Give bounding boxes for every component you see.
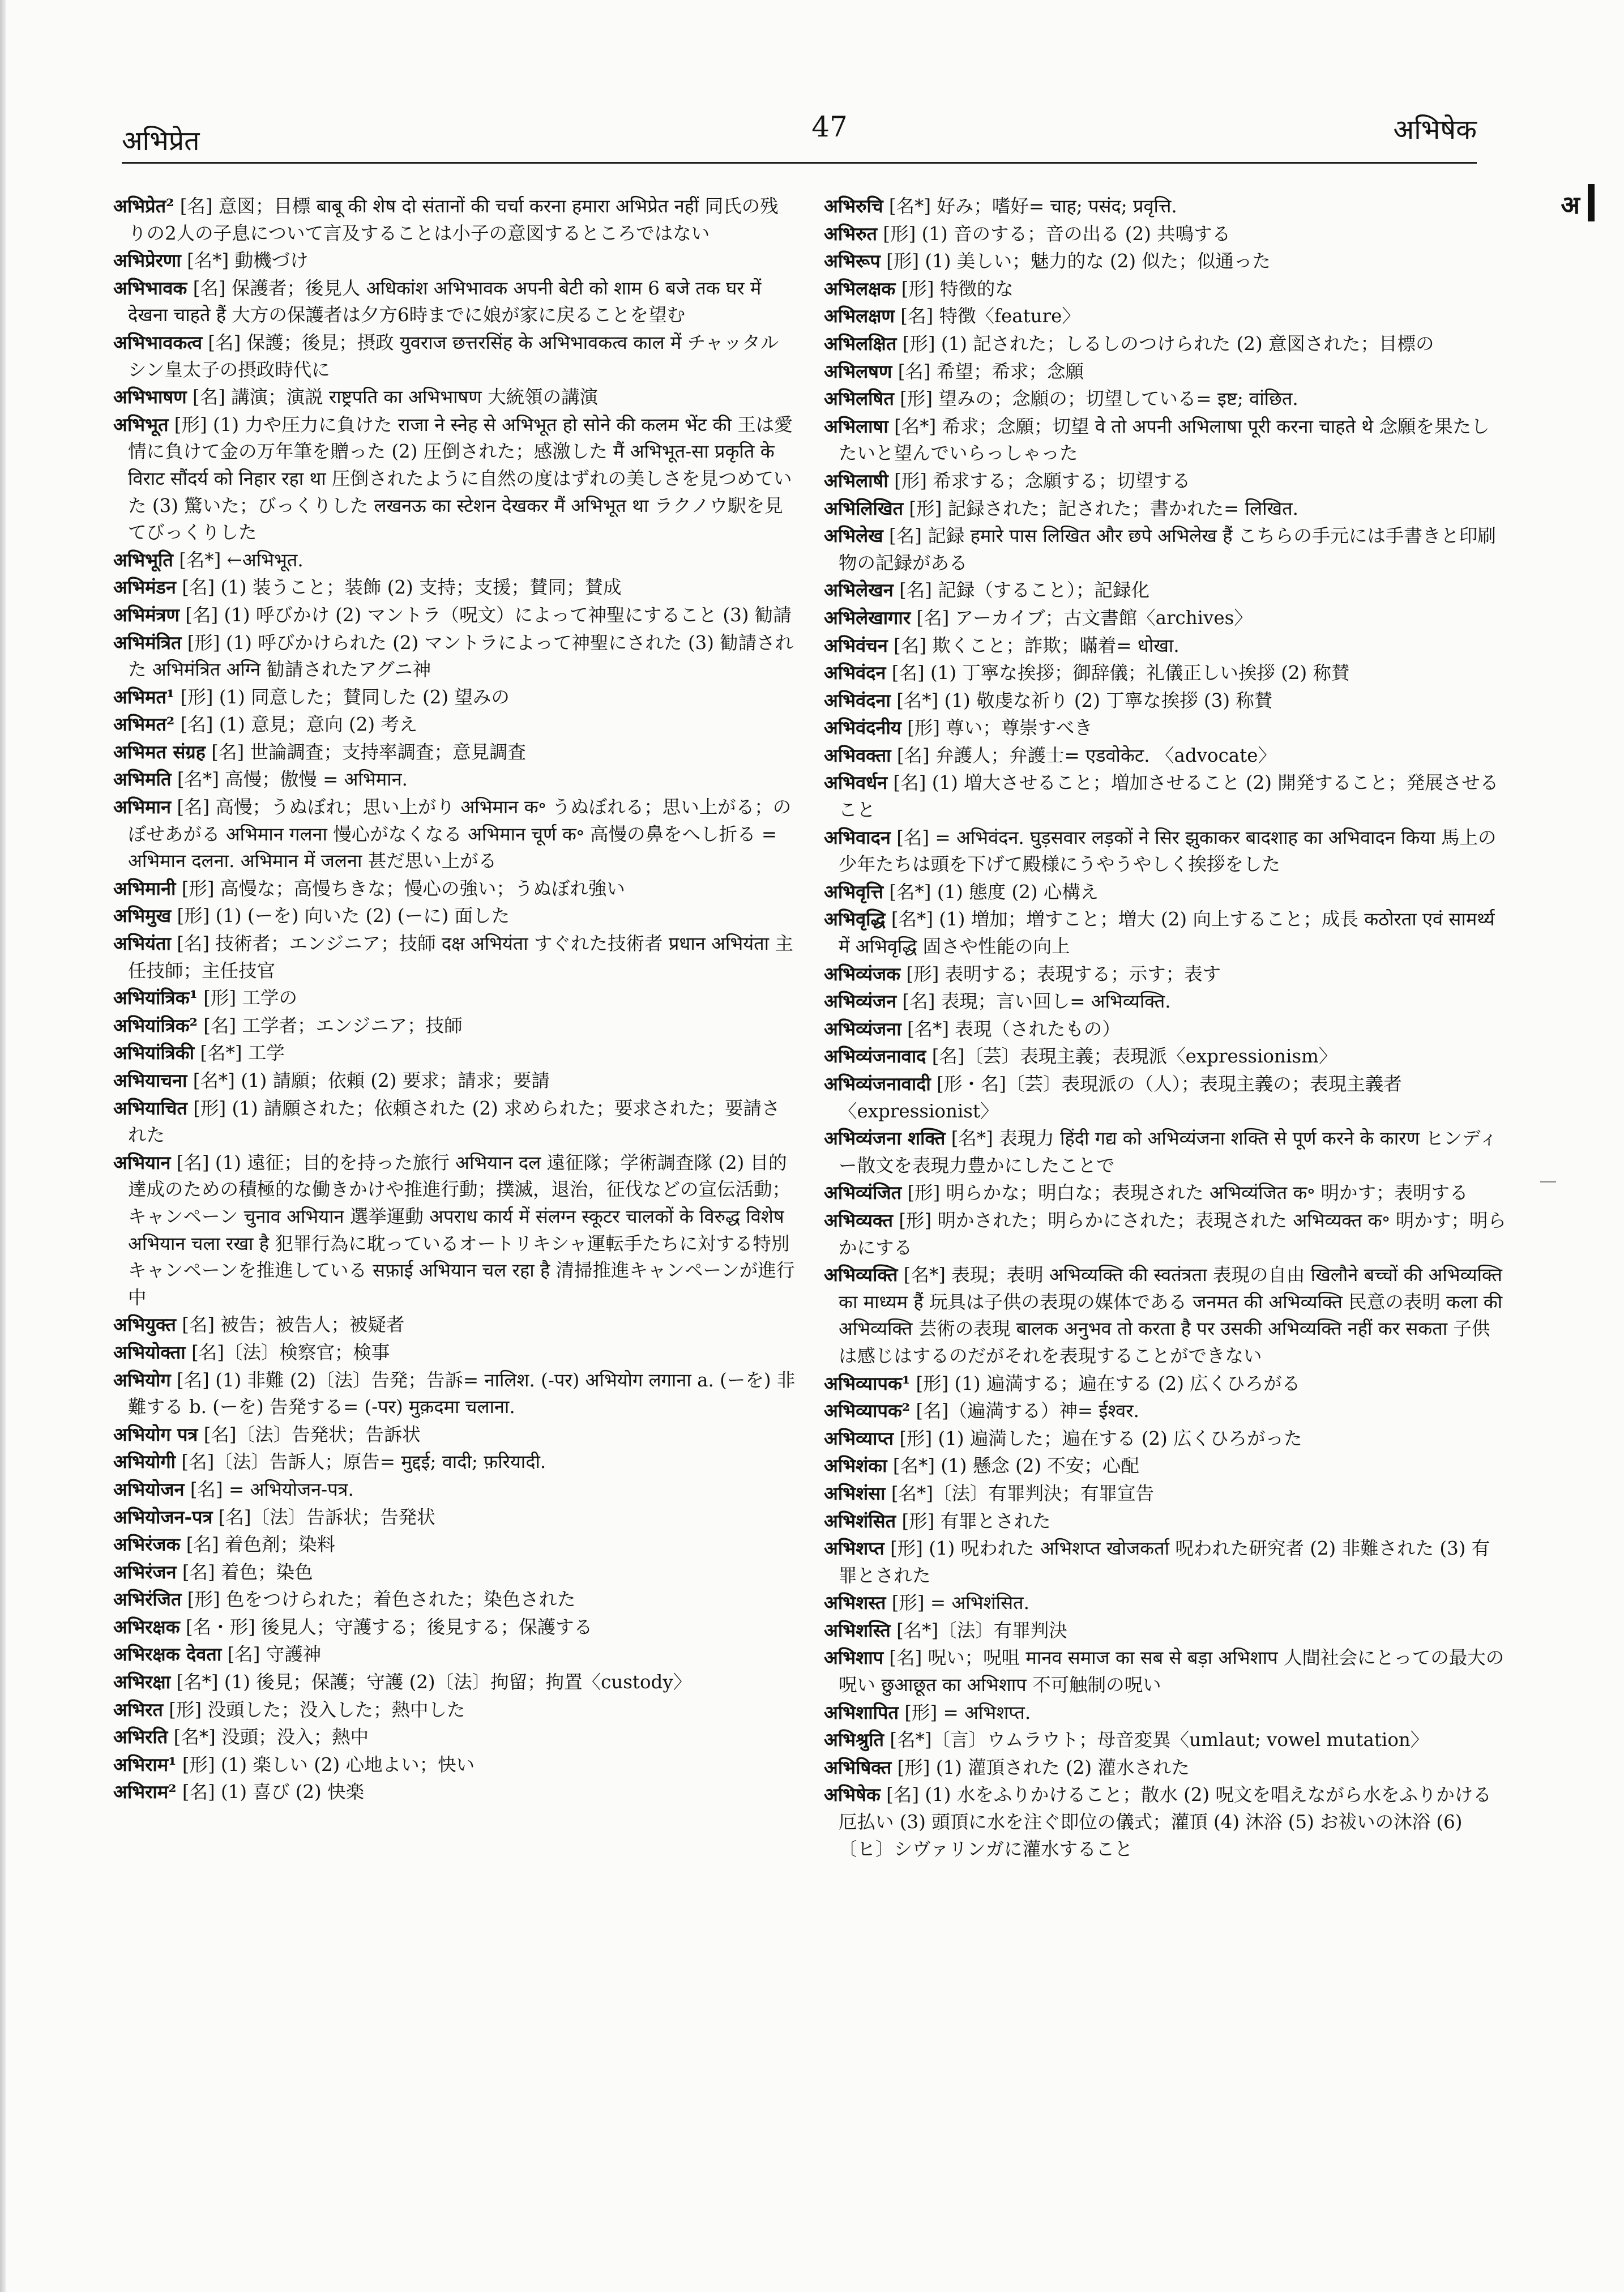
headword: अभिलाषा [824,415,888,437]
headword: अभिप्रेरणा [113,249,181,272]
dictionary-entry: अभिरूप [形] (1) 美しい；魅力的な (2) 似た；似通った [824,250,1271,272]
dictionary-entry: अभिरंजक [名] 着色剤；染料 [113,1533,335,1556]
dictionary-entry: अभिषिक्त [形] (1) 灌頂された (2) 灌水された [824,1756,1190,1778]
dictionary-entry: अभिव्यापक² [名]（遍満する）神= ईश्वर. [824,1399,1139,1422]
headword: अभिवंदन [824,661,886,684]
headword: अभिमत² [113,713,175,736]
headword: अभिरंजक [113,1533,181,1556]
headword: अभियंता [113,932,171,955]
dictionary-entry: अभिव्यक्ति [名*] 表現；表明 अभिव्यक्ति की स्वतंत्रता 表現の自由 खिलौने बच्चों की अभिव्यक्ति का माध्यम हैं 玩具は子供の表現の媒体である जनमत की अभिव्यक्ति 民意の表明 कला की अभिव्यक्ति 芸術の表現 बालक अनुभव तो करता है पर उसकी अभिव्यक्ति नहीं कर सकता 子供は感じはするのだがそれを表現することができない [824,1264,1503,1367]
headword: अभिशप्त [824,1537,884,1560]
headword: अभिवृद्धि [824,908,886,931]
dictionary-entry: अभिरति [名*] 没頭；没入；熱中 [113,1726,369,1748]
headword: अभिवंदना [824,689,891,711]
headword: अभिमंत्रित [113,631,182,654]
dictionary-entry: अभियोजन [名] = अभियोजन-पत्र. [113,1478,354,1500]
headword: अभिभूति [113,548,173,571]
dictionary-entry: अभिरुचि [名*] 好み；嗜好= चाह; पसंद; प्रवृत्ति. [824,195,1177,217]
headword: अभिमानी [113,877,176,899]
headword: अभिशापित [824,1701,899,1723]
headword: अभिमंत्रण [113,603,180,626]
header-rule [122,162,1477,164]
headword: अभिवादन [824,826,891,848]
headword: अभियांत्रिक¹ [113,987,198,1009]
dictionary-entry: अभिरक्षा [名*] (1) 後見；保護；守護 (2)〔法〕拘留；拘置〈custody〉 [113,1671,692,1693]
dictionary-entry: अभिमति [名*] 高慢；傲慢 = अभिमान. [113,768,408,791]
dictionary-entry: अभिशस्त [形] = अभिशंसित. [824,1591,1029,1614]
dictionary-entry: अभिमंत्रण [名] (1) 呼びかけ (2) マントラ（呪文）によって神聖にすること (3) 勧請 [113,603,792,626]
headword: अभिव्यंजक [824,962,901,985]
dictionary-entry: अभिवर्धन [名] (1) 増大させること；増加させること (2) 開発すること；発展させること [824,771,1499,821]
headword: अभिमुख [113,904,172,927]
dictionary-entry: अभिशापित [形] = अभिशप्त. [824,1701,1031,1723]
dictionary-entry: अभिलषित [形] 望みの；念願の；切望している= इष्ट; वांछित. [824,387,1298,410]
headword: अभिवर्धन [824,771,888,794]
dictionary-entry: अभियोग पत्र [名]〔法〕告発状；告訴状 [113,1423,421,1445]
headword: अभियाचित [113,1096,187,1119]
dictionary-entry: अभिव्यक्त [形] 明かされた；明らかにされた；表現された अभिव्यक्त क॰ 明かす；明らかにする [824,1209,1506,1258]
dictionary-entry: अभिरंजित [形] 色をつけられた；着色された；染色された [113,1588,576,1611]
dictionary-entry: अभिरंजन [名] 着色；染色 [113,1560,313,1583]
headword: अभिवंचन [824,634,888,656]
headword: अभिशाप [824,1646,884,1669]
headword: अभियोजन-पत्र [113,1505,213,1528]
headword: अभिरक्षक देवता [113,1643,222,1666]
headword: अभिषेक [824,1783,881,1806]
dictionary-entry: अभियांत्रिकी [名*] 工学 [113,1042,285,1064]
headword: अभिभावकत्व [113,331,203,353]
dictionary-entry: अभिरत [形] 没頭した；没入した；熱中した [113,1698,465,1721]
headword: अभिमत संग्रह [113,740,206,763]
headword: अभिरुचि [824,195,883,217]
headword: अभिव्यापक¹ [824,1372,911,1394]
headword: अभिशंसा [824,1482,886,1504]
headword: अभिव्यंजन [824,990,897,1013]
dictionary-entry: अभिभूति [名*] ←अभिभूत. [113,548,304,571]
headword: अभिरत [113,1698,163,1721]
headword: अभिलेखागार [824,606,911,629]
dictionary-entry: अभिव्यंजना शक्ति [名*] 表現力 हिंदी गद्य को अभिव्यंजना शक्ति से पूर्ण करने के कारण ヒンディー散文を表現力豊かにしたことで [824,1127,1498,1176]
headword: अभिषिक्त [824,1756,892,1778]
headword: अभिलषण [824,360,892,382]
headword: अभियोग [113,1368,171,1391]
headword: अभिव्यंजनावाद [824,1045,926,1068]
dictionary-entry: अभिव्यंजना [名*] 表現（されたもの） [824,1017,1121,1040]
headword: अभिमंडन [113,576,176,599]
dictionary-entry: अभिरक्षक देवता [名] 守護神 [113,1643,322,1666]
dictionary-entry: अभिमान [名] 高慢；うぬぼれ；思い上がり अभिमान क॰ うぬぼれる；思い上がる；のぼせあがる अभिमान गलना 慢心がなくなる अभिमान चूर्ण क॰ 高慢の鼻をへし折る = अभिमान दलना. अभिमान में जलना 甚だ思い上がる [113,796,792,872]
dictionary-entry: अभिवक्ता [名] 弁護人；弁護士= एडवोकेट. 〈advocate〉 [824,744,1276,766]
dictionary-entry: अभिव्यंजनावाद [名]〔芸〕表現主義；表現派〈expressionism〉 [824,1045,1337,1068]
dictionary-entry: अभिभावकत्व [名] 保護；後見；摂政 युवराज छत्तरसिंह के अभिभावकत्व काल में チャッタルシン皇太子の摂政時代に [113,331,779,381]
dictionary-entry: अभिमुख [形] (1) (ーを) 向いた (2) (ーに) 面した [113,904,510,927]
dictionary-entry: अभिशप्त [形] (1) 呪われた अभिशप्त खोजकर्ता 呪われた研究者 (2) 非難された (3) 有罪とされた [824,1537,1490,1586]
headword: अभिव्यापक² [824,1399,911,1422]
headword: अभिरति [113,1726,168,1748]
headword: अभिभूत [113,413,169,436]
dictionary-entry: अभिशंसा [名*]〔法〕有罪判決；有罪宣告 [824,1482,1155,1504]
dictionary-entry: अभिव्याप्त [形] (1) 遍満した；遍在する (2) 広くひろがった [824,1427,1302,1449]
headword: अभिमति [113,768,172,791]
headword: अभिरक्षक [113,1615,180,1638]
headword: अभिभावक [113,276,187,299]
dictionary-entry: अभिवृद्धि [名*] (1) 増加；増すこと；増大 (2) 向上すること；成長 कठोरता एवं सामर्थ्य में अभिवृद्धि 固さや性能の向上 [824,908,1495,958]
dictionary-entry: अभिरक्षक [名・形] 後見人；守護する；後見する；保護する [113,1615,593,1638]
dictionary-entry: अभिरुत [形] (1) 音のする；音の出る (2) 共鳴する [824,222,1231,245]
dictionary-entry: अभिमत संग्रह [名] 世論調査；支持率調査；意見調査 [113,740,526,763]
dictionary-entry: अभिलक्षण [名] 特徴〈feature〉 [824,305,1080,327]
dictionary-entry: अभिवृत्ति [名*] (1) 態度 (2) 心構え [824,880,1099,903]
headword: अभिव्यक्ति [824,1264,898,1286]
headword: अभिव्यक्त [824,1209,894,1231]
page-number: 47 [811,110,848,143]
headword: अभियांत्रिकी [113,1042,195,1064]
dictionary-entry: अभिव्यंजित [形] 明らかな；明白な；表現された अभिव्यंजित क॰ 明かす；表明する [824,1181,1468,1204]
headword: अभिराम² [113,1781,177,1803]
dictionary-entry: अभिशंका [名*] (1) 懸念 (2) 不安；心配 [824,1454,1139,1477]
dictionary-entry: अभिभाषण [名] 講演；演説 राष्ट्रपति का अभिभाषण 大統領の講演 [113,386,599,408]
headword: अभिवंदनीय [824,716,901,739]
dictionary-entry: अभिवंदनीय [形] 尊い；尊崇すべき [824,716,1093,739]
dictionary-entry: अभिवंदना [名*] (1) 敬虔な祈り (2) 丁寧な挨拶 (3) 称賛 [824,689,1273,711]
headword: अभिवृत्ति [824,880,884,903]
dictionary-entry: अभिमत¹ [形] (1) 同意した；賛同した (2) 望みの [113,685,510,708]
headword: अभिशस्ति [824,1619,891,1641]
binding-strip [0,0,6,2292]
dictionary-entry: अभिवंदन [名] (1) 丁寧な挨拶；御辞儀；礼儀正しい挨拶 (2) 称賛 [824,661,1350,684]
dictionary-entry: अभियंता [名] 技術者；エンジニア；技師 दक्ष अभियंता すぐれた技術者 प्रधान अभियंता 主任技師；主任技官 [113,932,793,981]
dictionary-entry: अभिलक्षक [形] 特徴的な [824,277,1014,300]
headword: अभिवक्ता [824,744,891,766]
dictionary-entry: अभिश्रुति [名*]〔言〕ウムラウト；母音変異〈umlaut; vowel mutation〉 [824,1728,1429,1751]
scan-mark [1540,1181,1556,1183]
dictionary-entry: अभिलिखित [形] 記録された；記された；書かれた= लिखित. [824,497,1298,519]
headword: अभिमान [113,796,171,818]
headword: अभियांत्रिक² [113,1014,198,1036]
dictionary-entry: अभियोजन-पत्र [名]〔法〕告訴状；告発状 [113,1505,435,1528]
dictionary-entry: अभिमानी [形] 高慢な；高慢ちきな；慢心の強い；うぬぼれ強い [113,877,625,899]
dictionary-entry: अभिवंचन [名] 欺くこと；詐欺；瞞着= धोखा. [824,634,1179,656]
headword: अभिव्याप्त [824,1427,894,1449]
headword: अभिव्यंजनावादी [824,1073,931,1095]
dictionary-entry: अभिलाषा [名*] 希求；念願；切望 वे तो अपनी अभिलाषा पूरी करना चाहते थे 念願を果たしたいと望んでいらっしゃった [824,415,1490,464]
headword: अभिश्रुति [824,1728,884,1751]
headword: अभिव्यंजित [824,1181,902,1204]
dictionary-entry: अभिभूत [形] (1) 力や圧力に負けた राजा ने स्नेह से अभिभूत हो सोने की कलम भेंट की 王は愛情に負けて金の万年筆を贈った (2) 圧倒された；感激した मैं अभिभूत-सा प्रकृति के विराट सौंदर्य को निहार रहा था 圧倒されたように自然の度はずれの美しさを見つめていた (3) 驚いた；びっくりした लखनऊ का स्टेशन देखकर मैं अभिभूत था ラクノウ駅を見てびっくりした [113,413,793,544]
guide-word-first: अभिप्रेत [122,125,200,157]
dictionary-entry: अभिलेख [名] 記録 हमारे पास लिखित और छपे अभिलेख हैं こちらの手元には手書きと印刷物の記録がある [824,524,1496,574]
dictionary-entry: अभियान [名] (1) 遠征；目的を持った旅行 अभियान दल 遠征隊；学術調査隊 (2) 目的達成のための積極的な働きかけや推進行動；撲滅，退治，征伐などの宣伝活動；キャンペーン चुनाव अभियान 選挙運動 अपराध कार्य में संलग्न स्कूटर चालकों के विरुद्ध विशेष अभियान चला रखा है 犯罪行為に耽っているオートリキシャ運転手たちに対する特別キャンペーンを推進している सफ़ाई अभियान चल रहा है 清掃推進キャンペーンが進行中 [113,1151,795,1308]
headword: अभियोग पत्र [113,1423,198,1445]
dictionary-entry: अभिराम¹ [形] (1) 楽しい (2) 心地よい；快い [113,1753,475,1775]
guide-word-last: अभिषेक [1393,114,1477,146]
headword: अभिलक्षित [824,332,897,355]
dictionary-entry: अभियोगी [名]〔法〕告訴人；原告= मुद्दई; वादी; फ़रियादी. [113,1450,546,1473]
dictionary-entry: अभिवादन [名] = अभिवंदन. घुड़सवार लड़कों ने सिर झुकाकर बादशाह का अभिवादन किया 馬上の少年たちは頭を下げて殿様にうやうやしく挨拶をした [824,826,1497,876]
headword: अभियोक्ता [113,1341,186,1363]
dictionary-entry: अभिव्यंजक [形] 表明する；表現する；示す；表す [824,962,1221,985]
headword: अभिलक्षण [824,305,895,327]
headword: अभिरूप [824,250,881,272]
dictionary-entry: अभिमत² [名] (1) 意見；意向 (2) 考え [113,713,418,736]
dictionary-entry: अभिव्यंजन [名] 表現；言い回し= अभिव्यक्ति. [824,990,1171,1013]
dictionary-entry: अभियुक्त [名] 被告；被告人；被疑者 [113,1313,405,1336]
dictionary-entry: अभिभावक [名] 保護者；後見人 अधिकांश अभिभावक अपनी बेटी को शाम 6 बजे तक घर में देखना चाहते हैं 大方の保護者は夕方6時までに娘が家に戻ることを望む [113,276,762,326]
dictionary-entry: अभिलषण [名] 希望；希求；念願 [824,360,1084,382]
dictionary-entry: अभिप्रेत² [名] 意図；目標 बाबू की शेष दो संतानों की चर्चा करना हमारा अभिप्रेत नहीं 同氏の残りの2人の子息について言及することは小子の意図するところではない [113,195,779,244]
headword: अभियोजन [113,1478,185,1500]
thumb-index-letter: अ [1561,191,1580,220]
dictionary-entry: अभिशस्ति [名*]〔法〕有罪判決 [824,1619,1067,1641]
headword: अभिरंजित [113,1588,182,1611]
headword: अभियाचना [113,1069,187,1091]
headword: अभिशंसित [824,1509,896,1532]
dictionary-entry: अभियोग [名] (1) 非難 (2)〔法〕告発；告訴= नालिश. (-पर) अभियोग लगाना a. (ーを) 非難する b. (ーを) 告発する= (-पर) मुक़दमा चलाना. [113,1368,796,1418]
dictionary-entry: अभियाचित [形] (1) 請願された；依頼された (2) 求められた；要求された；要請された [113,1096,780,1146]
headword: अभिव्यंजना [824,1017,901,1040]
headword: अभिशस्त [824,1591,886,1614]
headword: अभिलक्षक [824,277,896,300]
dictionary-entry: अभिव्यापक¹ [形] (1) 遍満する；遍在する (2) 広くひろがる [824,1372,1301,1394]
dictionary-entry: अभियांत्रिक² [名] 工学者；エンジニア；技師 [113,1014,463,1036]
headword: अभिलाषी [824,469,888,492]
dictionary-entry: अभिमंडन [名] (1) 装うこと；装飾 (2) 支持；支援；賛同；賛成 [113,576,622,599]
headword: अभिप्रेत² [113,195,174,217]
page-header [122,110,1477,161]
headword: अभियोगी [113,1450,176,1473]
headword: अभिरुत [824,222,878,245]
dictionary-entry: अभिलेखन [名] 記録（すること）；記録化 [824,579,1150,601]
dictionary-entry: अभिलाषी [形] 希求する；念願する；切望する [824,469,1191,492]
headword: अभिरंजन [113,1560,177,1583]
headword: अभिलेख [824,524,883,547]
headword: अभिव्यंजना शक्ति [824,1127,946,1150]
right-column [824,193,1506,1863]
dictionary-entry: अभिशंसित [形] 有罪とされた [824,1509,1051,1532]
headword: अभिराम¹ [113,1753,177,1775]
headword: अभियान [113,1151,171,1173]
thumb-index-bar [1588,184,1595,221]
headword: अभिलिखित [824,497,904,519]
dictionary-entry: अभिप्रेरणा [名*] 動機づけ [113,249,309,272]
dictionary-entry: अभिषेक [名] (1) 水をふりかけること；散水 (2) 呪文を唱えながら水をふりかける厄払い (3) 頭頂に水を注ぐ即位の儀式；灌頂 (4) 沐浴 (5) お祓いの沐浴 (6)〔ヒ〕シヴァリンガに灌水すること [824,1783,1491,1860]
dictionary-entry: अभिलक्षित [形] (1) 記された；しるしのつけられた (2) 意図された；目標の [824,332,1434,355]
dictionary-entry: अभिव्यंजनावादी [形・名]〔芸〕表現派の（人）；表現主義の；表現主義者〈expressionist〉 [824,1073,1402,1122]
dictionary-entry: अभियांत्रिक¹ [形] 工学の [113,987,297,1009]
headword: अभिशंका [824,1454,887,1477]
headword: अभिरक्षा [113,1671,171,1693]
dictionary-entry: अभिराम² [名] (1) 喜び (2) 快楽 [113,1781,365,1803]
left-column [113,193,796,1806]
headword: अभिमत¹ [113,685,175,708]
dictionary-entry: अभियोक्ता [名]〔法〕検察官；検事 [113,1341,390,1363]
headword: अभिलषित [824,387,894,410]
dictionary-entry: अभिशाप [名] 呪い；呪咀 मानव समाज का सब से बड़ा अभिशाप 人間社会にとっての最大の呪い छुआछूत का अभिशाप 不可触制の呪い [824,1646,1505,1696]
headword: अभिलेखन [824,579,894,601]
dictionary-entry: अभिमंत्रित [形] (1) 呼びかけられた (2) マントラによって神聖にされた (3) 勧請された अभिमंत्रित अग्नि 勧請されたアグニ神 [113,631,794,681]
headword: अभियुक्त [113,1313,176,1336]
dictionary-entry: अभिलेखागार [名] アーカイブ；古文書館〈archives〉 [824,606,1253,629]
headword: अभिभाषण [113,386,187,408]
dictionary-entry: अभियाचना [名*] (1) 請願；依頼 (2) 要求；請求；要請 [113,1069,550,1091]
